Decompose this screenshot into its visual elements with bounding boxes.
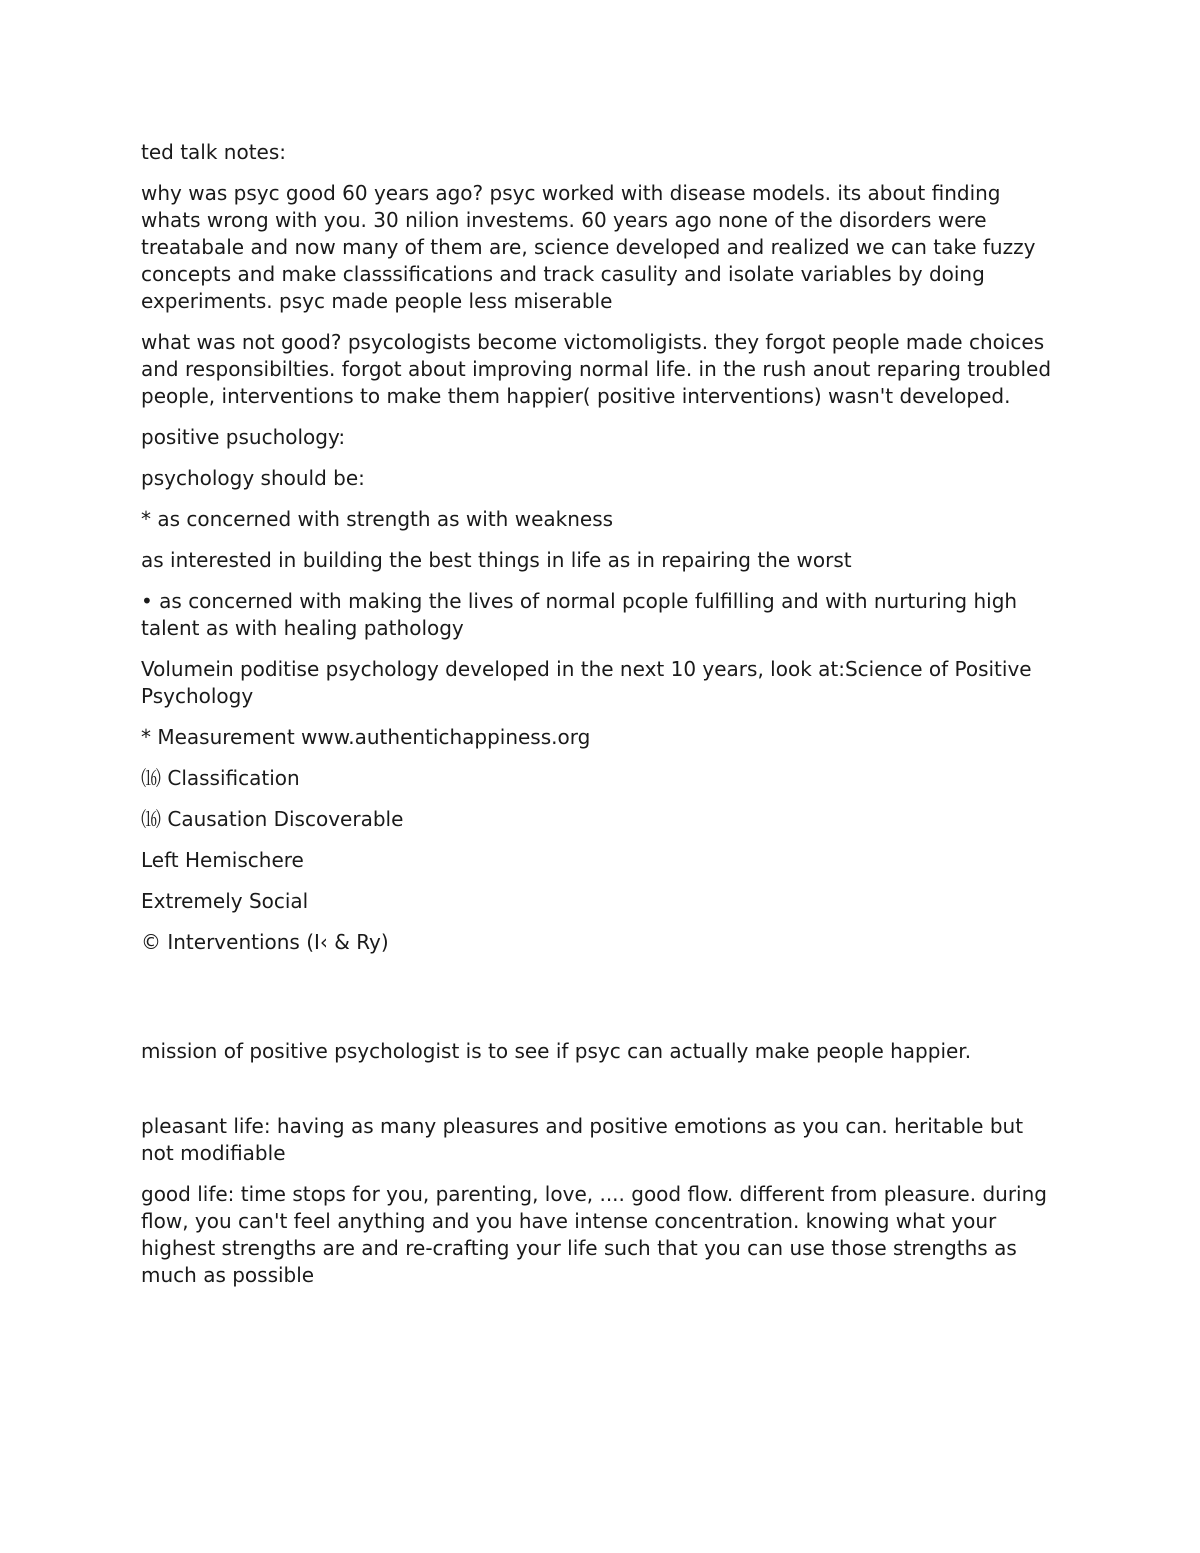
- list-item-classification: ⒃ Classification: [141, 766, 300, 790]
- list-item-building: as interested in building the best things in life as in repairing the worst: [141, 548, 852, 572]
- list-item-causation: ⒃ Causation Discoverable: [141, 807, 404, 831]
- notes-heading: ted talk notes:: [141, 140, 287, 164]
- list-item-strength: * as concerned with strength as with weakness: [141, 507, 614, 531]
- paragraph-pleasant-life: pleasant life: having as many pleasures and positive emotions as you can. heritable but not modifiable: [141, 1114, 1024, 1165]
- list-item-extremely-social: Extremely Social: [141, 889, 309, 913]
- document-body: [141, 139, 1061, 1303]
- paragraph-good-life: good life: time stops for you, parenting, love, .... good flow. different from pleasure. during flow, you can't feel anything and you have intense concentration. knowing what your highest strengths are and re-crafting your life such that you can use those strengths as much as possible: [141, 1182, 1047, 1287]
- list-item-normal-people: • as concerned with making the lives of normal pcople fulfilling and with nurturing high talent as with healing pathology: [141, 589, 1018, 640]
- positive-psychology-heading: positive psuchology:: [141, 425, 346, 449]
- list-item-interventions: © Interventions (I‹ & Ry): [141, 930, 389, 954]
- psychology-should-be-heading: psychology should be:: [141, 466, 365, 490]
- list-item-left-hemischere: Left Hemischere: [141, 848, 304, 872]
- paragraph-volume: Volumein poditise psychology developed in the next 10 years, look at:Science of Positive Psychology: [141, 657, 1032, 708]
- list-item-measurement: * Measurement www.authentichappiness.org: [141, 725, 591, 749]
- paragraph-psyc-good: why was psyc good 60 years ago? psyc worked with disease models. its about finding whats wrong with you. 30 nilion investems. 60 years ago none of the disorders were treatabale and now many of them are, science developed and realized we can take fuzzy concepts and make classsifications and track casulity and isolate variables by doing experiments. psyc made people less miserable: [141, 181, 1036, 313]
- paragraph-mission: mission of positive psychologist is to see if psyc can actually make people happier.: [141, 1039, 972, 1063]
- paragraph-psyc-not-good: what was not good? psycologists become victomoligists. they forgot people made choices and responsibilties. forgot about improving normal life. in the rush anout reparing troubled people, interventions to make them happier( positive interventions) wasn't developed.: [141, 330, 1052, 408]
